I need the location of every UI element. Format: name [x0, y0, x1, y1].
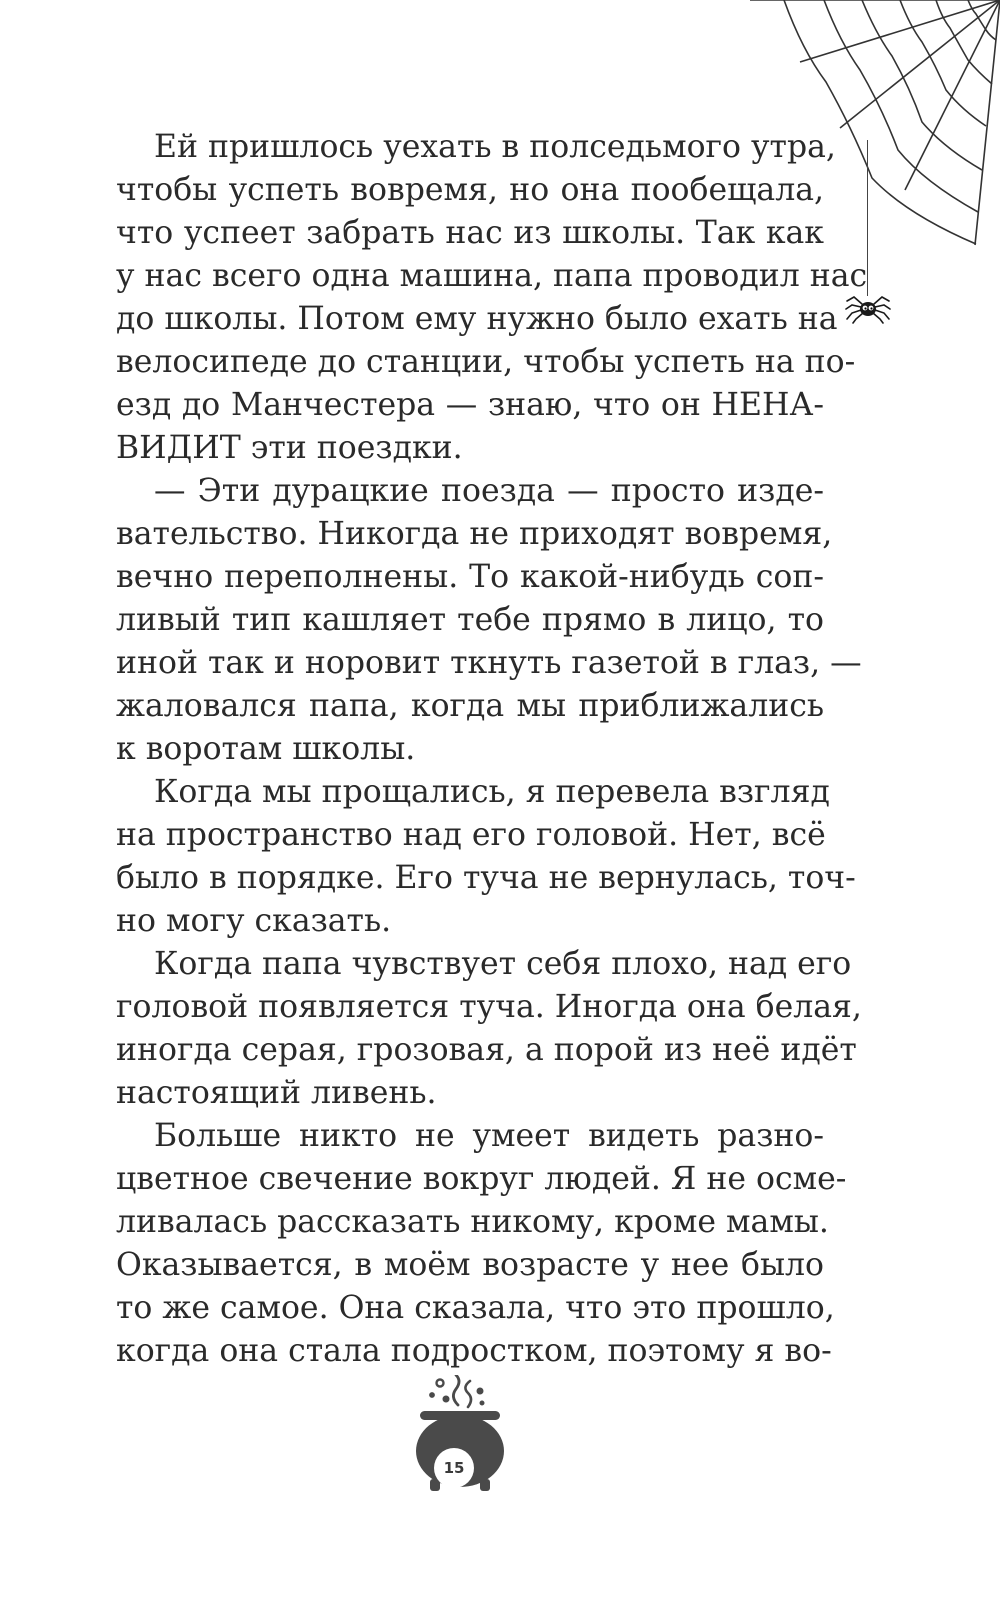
text-line: Ей пришлось уехать в полседьмого утра,: [154, 129, 836, 165]
paragraph-1: [116, 126, 868, 470]
text-line: Когда папа чувствует себя плохо, над его: [154, 946, 852, 982]
body-text: [116, 126, 868, 1373]
text-line: до школы. Потом ему нужно было ехать на: [116, 301, 838, 337]
text-line: велосипеде до станции, чтобы успеть на по-: [116, 344, 856, 380]
text-line: Когда мы прощались, я перевела взгляд: [154, 774, 830, 810]
text-line: то же самое. Она сказала, что это прошло,: [116, 1290, 835, 1326]
text-line: что успеет забрать нас из школы. Так как: [116, 215, 824, 251]
text-line: ВИДИТ эти поездки.: [116, 430, 463, 466]
text-line: жаловался папа, когда мы приближались: [116, 688, 824, 724]
text-line: но могу сказать.: [116, 903, 392, 939]
text-line: цветное свечение вокруг людей. Я не осме-: [116, 1161, 847, 1197]
text-line: ливалась рассказать никому, кроме мамы.: [116, 1204, 829, 1240]
text-line: езд до Манчестера — знаю, что он НЕНА-: [116, 387, 824, 423]
paragraph-3: [116, 771, 856, 943]
text-line: головой появляется туча. Иногда она белая,: [116, 989, 862, 1025]
text-line: ливый тип кашляет тебе прямо в лицо, то: [116, 602, 824, 638]
text-line: к воротам школы.: [116, 731, 416, 767]
text-line: — Эти дурацкие поезда — просто изде-: [154, 473, 824, 509]
text-line: вательство. Никогда не приходят вовремя,: [116, 516, 833, 552]
text-line: было в порядке. Его туча не вернулась, точ-: [116, 860, 856, 896]
paragraph-4: [116, 943, 862, 1115]
spider-icon: [845, 292, 891, 324]
spider-thread: [867, 140, 868, 296]
text-line: вечно переполнены. То какой-нибудь соп-: [116, 559, 824, 595]
text-line: на пространство над его головой. Нет, всё: [116, 817, 826, 853]
text-line: иногда серая, грозовая, а порой из неё идёт: [116, 1032, 857, 1068]
text-line: Оказывается, в моём возрасте у нее было: [116, 1247, 824, 1283]
text-line: у нас всего одна машина, папа проводил нас: [116, 258, 868, 294]
text-line: Больше никто не умеет видеть разно-: [154, 1118, 824, 1154]
paragraph-2: [116, 470, 862, 771]
paragraph-5: [116, 1115, 847, 1373]
page-number: 15: [434, 1448, 474, 1488]
text-line: чтобы успеть вовремя, но она пообещала,: [116, 172, 824, 208]
text-line: когда она стала подростком, поэтому я во-: [116, 1333, 832, 1369]
text-line: иной так и норовит ткнуть газетой в глаз, —: [116, 645, 862, 681]
text-line: настоящий ливень.: [116, 1075, 437, 1111]
